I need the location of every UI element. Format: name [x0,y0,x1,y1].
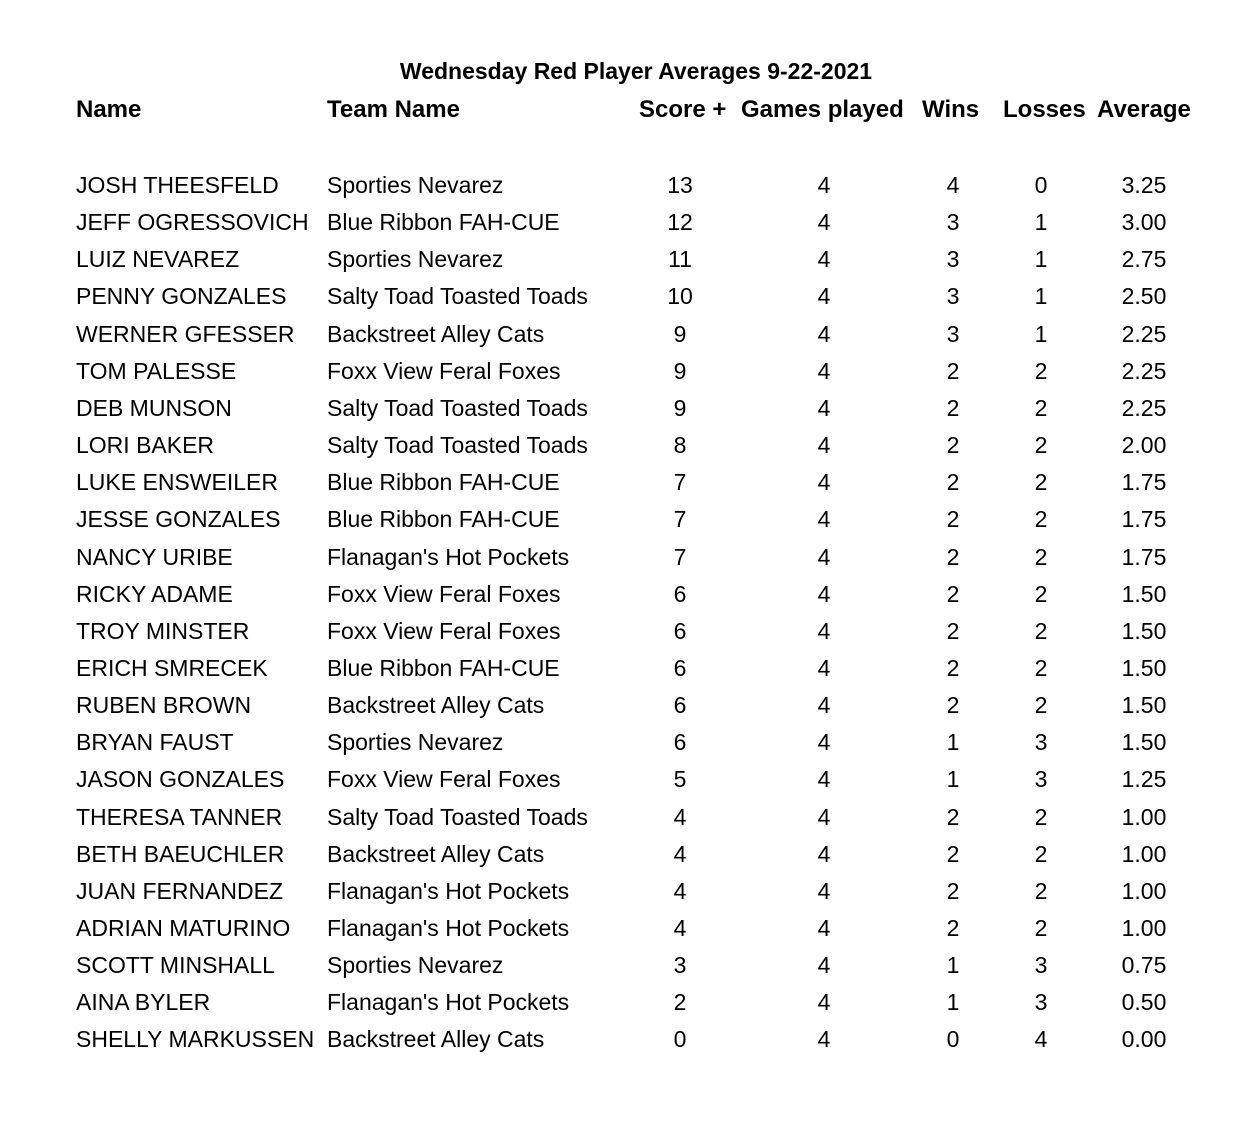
player-name: LUKE ENSWEILER [76,469,278,496]
average-value: 1.75 [1121,506,1167,533]
losses-value: 2 [1034,692,1048,719]
losses-value: 2 [1034,506,1048,533]
table-row [0,802,1245,839]
average-value: 1.00 [1121,877,1167,904]
average-value: 2.25 [1121,394,1167,421]
player-name: JOSH THEESFELD [76,172,279,198]
games-played-value: 4 [817,952,831,979]
team-name: Salty Toad Toasted Toads [327,283,588,310]
wins-value: 1 [946,989,960,1016]
table-row [0,987,1245,1024]
player-name: WERNER GFESSER [76,320,295,347]
header-name: Name [76,96,142,123]
losses-value: 3 [1034,729,1048,756]
games-played-value: 4 [817,172,831,198]
average-value: 0.75 [1121,952,1167,979]
table-row [0,542,1245,579]
table-row [0,913,1245,950]
losses-value: 0 [1034,172,1048,198]
score-value: 6 [673,580,687,607]
score-value: 6 [673,654,687,681]
table-row [0,616,1245,653]
wins-value: 4 [946,172,960,198]
player-name: BRYAN FAUST [76,729,234,756]
team-name: Blue Ribbon FAH-CUE [327,469,560,496]
average-value: 1.75 [1121,543,1167,570]
wins-value: 2 [946,617,960,644]
player-name: DEB MUNSON [76,394,232,421]
losses-value: 3 [1034,989,1048,1016]
games-played-value: 4 [817,209,831,236]
wins-value: 1 [946,952,960,979]
score-value: 12 [667,209,693,236]
games-played-value: 4 [817,283,831,310]
player-name: JUAN FERNANDEZ [76,877,284,904]
losses-value: 4 [1034,1026,1048,1053]
table-row [0,876,1245,913]
losses-value: 2 [1034,915,1048,941]
player-name: JASON GONZALES [76,766,285,793]
score-value: 5 [673,766,687,793]
player-name: LORI BAKER [76,432,215,459]
score-value: 0 [673,1026,687,1053]
player-name: AINA BYLER [76,989,211,1016]
header-score: Score + [639,96,727,123]
page-title: Wednesday Red Player Averages 9-22-2021 [399,58,873,84]
team-name: Foxx View Feral Foxes [327,617,561,644]
average-value: 0.00 [1121,1026,1167,1053]
average-value: 1.00 [1121,915,1167,941]
player-name: PENNY GONZALES [76,283,287,310]
table-row [0,393,1245,430]
losses-value: 2 [1034,357,1048,384]
table-row [0,281,1245,318]
player-name: NANCY URIBE [76,543,233,570]
score-value: 11 [668,246,692,273]
table-row [0,727,1245,764]
team-name: Salty Toad Toasted Toads [327,394,588,421]
losses-value: 2 [1034,394,1048,421]
team-name: Salty Toad Toasted Toads [327,803,588,830]
games-played-value: 4 [817,394,831,421]
team-name: Sporties Nevarez [327,729,504,756]
score-value: 4 [673,803,687,830]
games-played-value: 4 [817,506,831,533]
header-team-name: Team Name [327,96,460,123]
score-value: 9 [673,394,687,421]
player-name: SHELLY MARKUSSEN [76,1026,315,1053]
team-name: Flanagan's Hot Pockets [327,915,570,941]
losses-value: 2 [1034,877,1048,904]
wins-value: 1 [946,729,960,756]
games-played-value: 4 [817,989,831,1016]
wins-value: 2 [946,915,960,941]
games-played-value: 4 [817,766,831,793]
score-value: 8 [673,432,687,459]
table-row [0,430,1245,467]
header-games-played: Games played [741,96,904,123]
games-played-value: 4 [817,915,831,941]
player-name: SCOTT MINSHALL [76,952,275,979]
average-value: 1.00 [1121,840,1167,867]
player-name: LUIZ NEVAREZ [76,246,240,273]
average-value: 1.75 [1121,469,1167,496]
team-name: Sporties Nevarez [327,246,504,273]
header-wins: Wins [922,96,980,123]
wins-value: 2 [946,692,960,719]
table-row [0,839,1245,876]
losses-value: 1 [1034,246,1048,273]
average-value: 2.00 [1121,432,1167,459]
losses-value: 2 [1034,432,1048,459]
losses-value: 1 [1034,320,1048,347]
wins-value: 3 [946,283,960,310]
average-value: 1.50 [1121,580,1167,607]
score-value: 9 [673,357,687,384]
header-losses: Losses [1003,96,1086,123]
average-value: 2.25 [1121,357,1167,384]
team-name: Blue Ribbon FAH-CUE [327,506,560,533]
wins-value: 3 [946,246,960,273]
team-name: Foxx View Feral Foxes [327,580,561,607]
wins-value: 2 [946,803,960,830]
score-value: 4 [673,840,687,867]
player-name: THERESA TANNER [76,803,283,830]
average-value: 1.50 [1121,692,1167,719]
score-value: 6 [673,692,687,719]
games-played-value: 4 [817,543,831,570]
table-row [0,764,1245,801]
team-name: Flanagan's Hot Pockets [327,989,570,1016]
games-played-value: 4 [817,1026,831,1053]
average-value: 1.50 [1121,617,1167,644]
team-name: Backstreet Alley Cats [327,320,545,347]
losses-value: 2 [1034,580,1048,607]
team-name: Flanagan's Hot Pockets [327,877,570,904]
games-played-value: 4 [817,246,831,273]
score-value: 13 [667,172,693,198]
team-name: Backstreet Alley Cats [327,692,545,719]
average-value: 1.25 [1121,766,1167,793]
player-name: JEFF OGRESSOVICH [76,209,309,236]
wins-value: 1 [946,766,960,793]
losses-value: 2 [1034,543,1048,570]
score-value: 4 [673,915,687,941]
games-played-value: 4 [817,877,831,904]
table-row [0,653,1245,690]
score-value: 2 [673,989,687,1016]
table-row [0,950,1245,987]
score-value: 10 [667,283,693,310]
average-value: 2.50 [1121,283,1167,310]
table-row [0,504,1245,541]
average-value: 1.00 [1121,803,1167,830]
games-played-value: 4 [817,320,831,347]
table-row [0,170,1245,207]
player-name: BETH BAEUCHLER [76,840,285,867]
wins-value: 2 [946,840,960,867]
team-name: Blue Ribbon FAH-CUE [327,209,560,236]
wins-value: 2 [946,469,960,496]
team-name: Backstreet Alley Cats [327,1026,545,1053]
games-played-value: 4 [817,432,831,459]
wins-value: 2 [946,580,960,607]
games-played-value: 4 [817,729,831,756]
average-value: 3.00 [1121,209,1167,236]
player-name: JESSE GONZALES [76,506,281,533]
score-value: 4 [673,877,687,904]
average-value: 1.50 [1121,654,1167,681]
wins-value: 2 [946,506,960,533]
table-row [0,356,1245,393]
team-name: Backstreet Alley Cats [327,840,545,867]
games-played-value: 4 [817,654,831,681]
wins-value: 2 [946,394,960,421]
games-played-value: 4 [817,692,831,719]
team-name: Sporties Nevarez [327,952,504,979]
losses-value: 2 [1034,803,1048,830]
team-name: Sporties Nevarez [327,172,504,198]
score-value: 7 [673,543,687,570]
score-value: 6 [673,729,687,756]
wins-value: 0 [946,1026,960,1053]
wins-value: 2 [946,654,960,681]
player-name: ERICH SMRECEK [76,654,268,681]
table-row [0,690,1245,727]
player-name: ADRIAN MATURINO [76,915,291,941]
score-value: 3 [673,952,687,979]
table-row [0,1024,1245,1061]
player-name: RICKY ADAME [76,580,233,607]
player-name: TOM PALESSE [76,357,237,384]
player-name: RUBEN BROWN [76,692,252,719]
table-row [0,244,1245,281]
header-average: Average [1097,96,1191,123]
losses-value: 2 [1034,469,1048,496]
team-name: Blue Ribbon FAH-CUE [327,654,560,681]
table-row [0,579,1245,616]
average-value: 2.25 [1121,320,1167,347]
team-name: Flanagan's Hot Pockets [327,543,570,570]
team-name: Foxx View Feral Foxes [327,357,561,384]
losses-value: 1 [1034,209,1048,236]
games-played-value: 4 [817,803,831,830]
average-value: 1.50 [1121,729,1167,756]
score-value: 7 [673,506,687,533]
games-played-value: 4 [817,469,831,496]
average-value: 3.25 [1121,172,1167,198]
score-value: 6 [673,617,687,644]
losses-value: 3 [1034,766,1048,793]
score-value: 9 [673,320,687,347]
wins-value: 3 [946,320,960,347]
games-played-value: 4 [817,840,831,867]
team-name: Salty Toad Toasted Toads [327,432,588,459]
losses-value: 1 [1034,283,1048,310]
wins-value: 2 [946,432,960,459]
losses-value: 2 [1034,840,1048,867]
games-played-value: 4 [817,580,831,607]
score-value: 7 [673,469,687,496]
losses-value: 3 [1034,952,1048,979]
wins-value: 2 [946,357,960,384]
games-played-value: 4 [817,357,831,384]
table-row [0,467,1245,504]
average-value: 0.50 [1121,989,1167,1016]
average-value: 2.75 [1121,246,1167,273]
table-row [0,207,1245,244]
wins-value: 2 [946,543,960,570]
wins-value: 2 [946,877,960,904]
wins-value: 3 [946,209,960,236]
player-name: TROY MINSTER [76,617,250,644]
losses-value: 2 [1034,654,1048,681]
table-row [0,319,1245,356]
losses-value: 2 [1034,617,1048,644]
games-played-value: 4 [817,617,831,644]
team-name: Foxx View Feral Foxes [327,766,561,793]
